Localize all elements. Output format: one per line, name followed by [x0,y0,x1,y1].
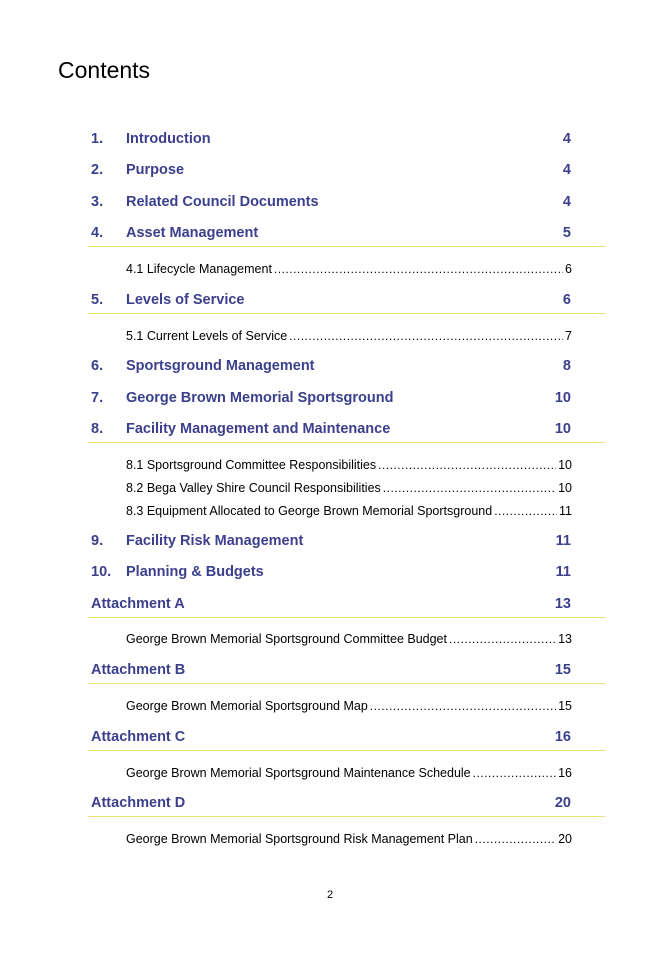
toc-entry-number: 4. [91,225,104,241]
toc-subentry-risk-management-plan[interactable] [0,830,660,848]
toc-entry-attachment-d[interactable] [0,793,660,813]
toc-subentry-page: 11 [559,504,572,518]
dot-leader [383,479,556,497]
toc-entry-page: 11 [555,533,571,549]
toc-subentry-title: 8.2 Bega Valley Shire Council Responsibilities [126,481,381,495]
toc-entry-page: 6 [562,292,571,308]
toc-entry-title: Facility Management and Maintenance [126,421,391,437]
toc-subentry-title: George Brown Memorial Sportsground Map [126,699,368,713]
section-rule [88,816,605,817]
section-rule [88,313,605,314]
toc-entry-number: 1. [91,131,104,147]
toc-subentry-sportsground-map[interactable] [0,697,660,715]
section-rule [88,617,605,618]
toc-entry-number: 7. [91,390,104,406]
toc-entry-page: 16 [554,729,571,745]
toc-subentry-page: 10 [558,458,572,472]
toc-entry-page: 4 [562,162,571,178]
toc-subentry-page: 13 [558,632,572,646]
toc-subentry-title: 4.1 Lifecycle Management [126,262,272,276]
toc-subentry-page: 16 [558,766,572,780]
toc-entry-number: 9. [91,533,104,549]
section-rule [88,683,605,684]
toc-entry-page: 13 [554,596,571,612]
toc-entry-title: Planning & Budgets [126,564,264,580]
dot-leader [449,630,556,648]
toc-entry-number: 8. [91,421,104,437]
toc-subentry-lifecycle-management[interactable] [0,260,660,278]
toc-entry-number: 6. [91,358,104,374]
toc-entry-title: Facility Risk Management [126,533,304,549]
toc-entry-page: 4 [562,131,571,147]
toc-subentry-page: 15 [558,699,572,713]
dot-leader [494,502,557,520]
toc-entry-title: Sportsground Management [126,358,315,374]
toc-entry-title: Levels of Service [126,292,245,308]
section-rule [88,750,605,751]
toc-subentry-title: 8.3 Equipment Allocated to George Brown Memorial Sportsground [126,504,493,518]
toc-entry-page: 15 [554,662,571,678]
toc-subentry-committee-budget[interactable] [0,630,660,648]
section-rule [88,442,605,443]
toc-subentry-maintenance-schedule[interactable] [0,764,660,782]
dot-leader [473,764,556,782]
toc-entry-title: Attachment B [91,662,186,678]
toc-entry-purpose[interactable] [0,160,660,180]
toc-subentry-title: 8.1 Sportsground Committee Responsibilities [126,458,377,472]
toc-entry-attachment-a[interactable] [0,594,660,614]
toc-entry-attachment-c[interactable] [0,727,660,747]
toc-entry-sportsground-management[interactable] [0,356,660,376]
toc-subentry-current-levels-of-service[interactable] [0,327,660,345]
toc-entry-number: 2. [91,162,104,178]
toc-entry-title: Introduction [126,131,211,147]
toc-entry-page: 4 [562,194,571,210]
toc-subentry-title: 5.1 Current Levels of Service [126,329,288,343]
toc-entry-planning-and-budgets[interactable] [0,562,660,582]
toc-subentry-title: George Brown Memorial Sportsground Committee Budget [126,632,447,646]
toc-entry-title: Asset Management [126,225,259,241]
dot-leader [378,456,556,474]
dot-leader [475,830,556,848]
toc-entry-page: 10 [554,390,571,406]
toc-entry-title: Attachment A [91,596,185,612]
toc-entry-number: 5. [91,292,104,308]
toc-entry-number: 3. [91,194,104,210]
toc-entry-introduction[interactable] [0,129,660,149]
toc-subentry-page: 7 [565,329,572,343]
toc-subentry-page: 6 [565,262,572,276]
toc-entry-asset-management[interactable] [0,223,660,243]
toc-subentry-equipment-allocated[interactable] [0,502,660,520]
dot-leader [274,260,563,278]
toc-entry-related-council-documents[interactable] [0,192,660,212]
toc-entry-number: 10. [91,564,112,580]
toc-entry-title: Attachment C [91,729,186,745]
dot-leader [289,327,563,345]
toc-entry-page: 11 [555,564,571,580]
toc-entry-page: 5 [562,225,571,241]
toc-entry-page: 8 [562,358,571,374]
toc-subentry-page: 20 [558,832,572,846]
toc-entry-title: Purpose [126,162,185,178]
dot-leader [370,697,556,715]
toc-entry-attachment-b[interactable] [0,660,660,680]
page-title: Contents [58,57,151,83]
toc-entry-page: 10 [554,421,571,437]
toc-entry-george-brown-memorial-sportsground[interactable] [0,388,660,408]
toc-entry-levels-of-service[interactable] [0,290,660,310]
toc-entry-title: Related Council Documents [126,194,319,210]
toc-subentry-title: George Brown Memorial Sportsground Risk Management Plan [126,832,473,846]
toc-entry-page: 20 [554,795,571,811]
toc-entry-facility-management-and-maintenance[interactable] [0,419,660,439]
toc-subentry-page: 10 [558,481,572,495]
toc-entry-title: Attachment D [91,795,186,811]
toc-entry-facility-risk-management[interactable] [0,531,660,551]
section-rule [88,246,605,247]
toc-subentry-council-responsibilities[interactable] [0,479,660,497]
toc-subentry-sportsground-committee-responsibilities[interactable] [0,456,660,474]
toc-entry-title: George Brown Memorial Sportsground [126,390,394,406]
toc-subentry-title: George Brown Memorial Sportsground Maintenance Schedule [126,766,471,780]
page-number: 2 [326,889,334,901]
